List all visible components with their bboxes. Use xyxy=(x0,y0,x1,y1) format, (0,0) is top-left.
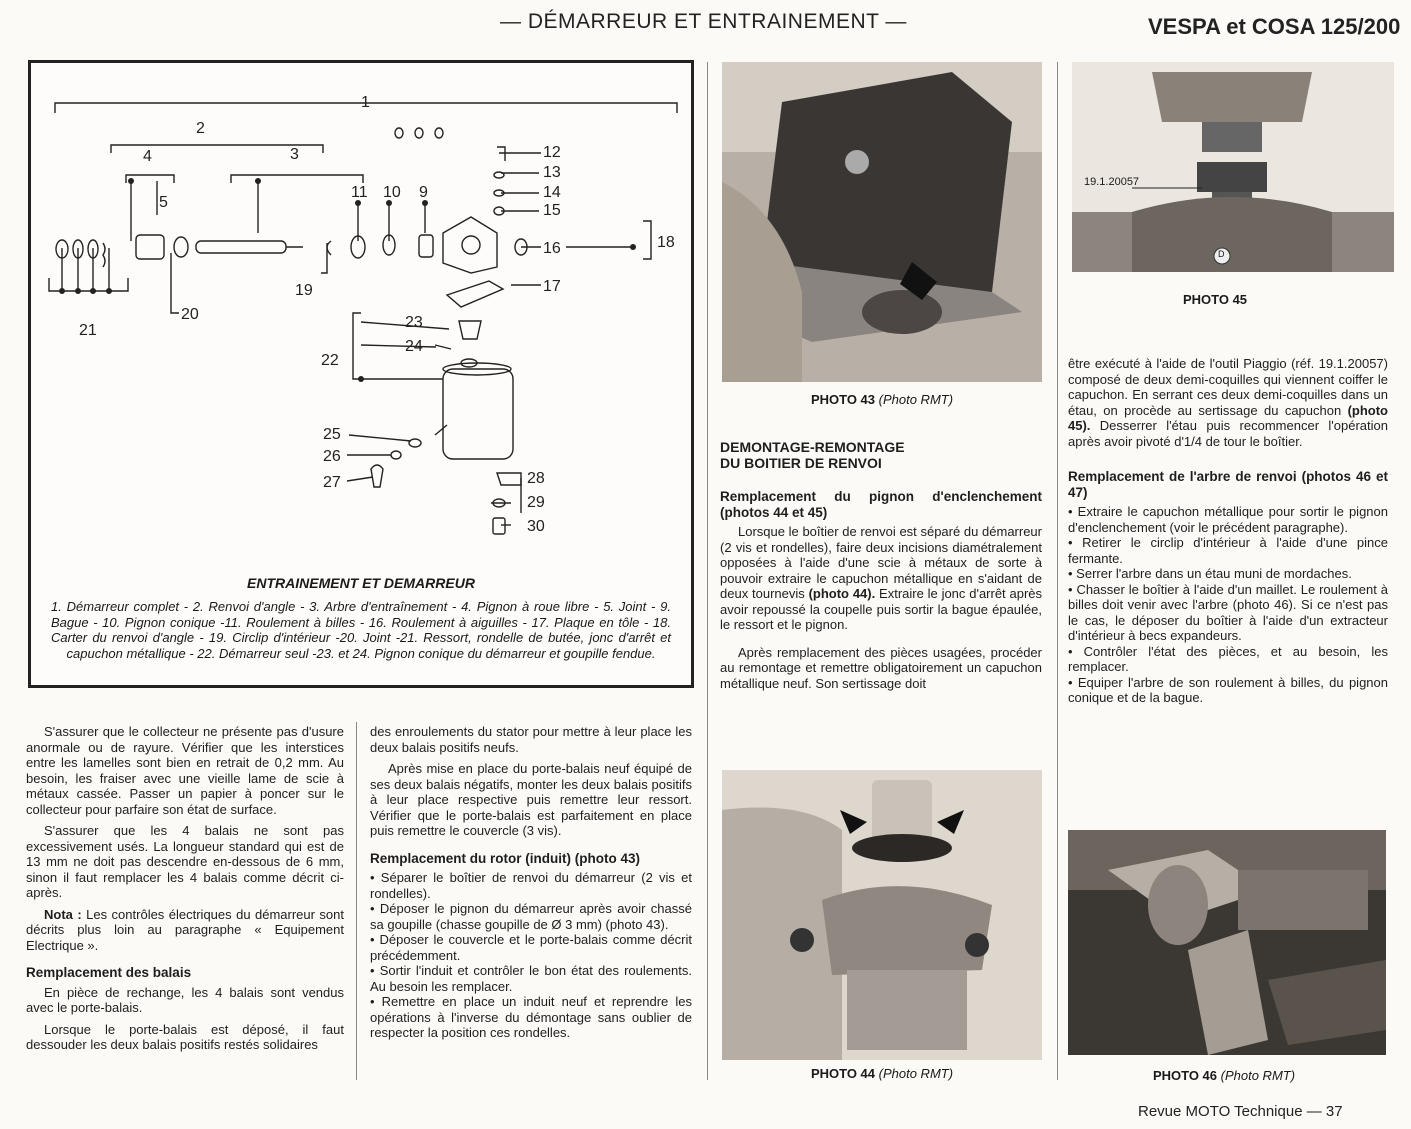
callout-20: 20 xyxy=(181,306,199,323)
list-item: • Sortir l'induit et contrôler le bon état des roulements. Au besoin les remplacer. xyxy=(370,963,692,994)
photo-label: PHOTO 44 xyxy=(810,1066,876,1081)
callout-24: 24 xyxy=(405,338,423,355)
list-item: • Chasser le boîtier à l'aide d'un maillet. Le roulement à billes doit venir avec l'arbre (photo 46). Si ce n'est pas le cas, le déposer du boîtier à l'aide d'un extracteur d'intérieur à becs expandeurs. xyxy=(1068,582,1388,644)
paragraph: Après mise en place du porte-balais neuf équipé de ses deux balais négatifs, monter les deux balais positifs à leur place respective puis remettre leur ressort. Vérifier que le porte-balais est parfaitement en place puis remettre le couvercle (3 vis). xyxy=(370,761,692,838)
callout-21: 21 xyxy=(79,322,97,339)
paragraph-text: être exécuté à l'aide de l'outil Piaggio (réf. 19.1.20057) composé de deux demi-coquilles qui viennent coiffer le capuchon. En serrant ces deux demi-coquilles dans un étau, on procède au sertissage du capuchon xyxy=(1068,356,1388,418)
list-item: • Serrer l'arbre dans un étau muni de mordaches. xyxy=(1068,566,1388,582)
tool-mark-label: D xyxy=(1218,249,1225,259)
column-divider xyxy=(1057,62,1058,1080)
tool-reference-label: 19.1.20057 xyxy=(1084,176,1140,188)
list-item: • Séparer le boîtier de renvoi du démarreur (2 vis et rondelles). xyxy=(370,870,692,901)
exploded-diagram xyxy=(31,63,691,573)
callout-12: 12 xyxy=(543,144,561,161)
photo-label: PHOTO 46 xyxy=(1152,1068,1218,1083)
photo-44-caption xyxy=(722,1066,1042,1081)
exploded-diagram-figure xyxy=(28,60,694,688)
main-heading: DEMONTAGE-REMONTAGE DU BOITIER DE RENVOI xyxy=(720,439,905,471)
list-item: • Déposer le pignon du démarreur après avoir chassé sa goupille (chasse goupille de Ø 3 mm) (photo 43). xyxy=(370,901,692,932)
callout-4: 4 xyxy=(143,148,152,165)
note-label: Nota : xyxy=(44,906,82,922)
paragraph-text: Desserrer l'étau puis recommencer l'opération après avoir pivoté d'1/4 de tour le boîtier. xyxy=(1068,418,1388,449)
paragraph: Lorsque le porte-balais est déposé, il faut dessouder les deux balais positifs restés solidaires xyxy=(26,1021,344,1052)
callout-28: 28 xyxy=(527,470,545,487)
photo-44-capuchon xyxy=(722,770,1042,1060)
photo-label: PHOTO 43 xyxy=(810,392,876,407)
photo-label: PHOTO 45 xyxy=(1182,292,1248,307)
section-heading: Remplacement du pignon d'enclenchement (photos 44 et 45) xyxy=(720,489,1042,520)
section-heading: Remplacement du rotor (induit) (photo 43) xyxy=(370,850,640,866)
paragraph: En pièce de rechange, les 4 balais sont vendus avec le porte-balais. xyxy=(26,984,344,1015)
callout-25: 25 xyxy=(323,426,341,443)
callout-13: 13 xyxy=(543,164,561,181)
paragraph-text: Lorsque le boîtier de renvoi est séparé du démarreur (2 vis et rondelles), faire deux incisions diamétralement opposées à l'aide d'une scie à métaux de sorte à pouvoir extraire le capuchon métallique en s'aidant de deux tournevis xyxy=(720,524,1042,601)
figure-caption-title: ENTRAINEMENT ET DEMARREUR xyxy=(247,575,475,591)
callout-10: 10 xyxy=(383,184,401,201)
callout-1: 1 xyxy=(361,94,370,111)
list-item: • Déposer le couvercle et le porte-balais comme décrit précédemment. xyxy=(370,932,692,963)
list-item: • Extraire le capuchon métallique pour sortir le pignon d'enclenchement (voir le précédent paragraphe). xyxy=(1068,504,1388,535)
column-divider xyxy=(707,62,708,1080)
callout-11: 11 xyxy=(351,184,368,201)
callout-22: 22 xyxy=(321,352,339,369)
paragraph xyxy=(720,524,1042,633)
photo-reference: (photo 44). xyxy=(808,586,876,601)
photo-credit: (Photo RMT) xyxy=(878,1066,954,1081)
photo-43-starter-motor xyxy=(722,62,1042,382)
callout-18: 18 xyxy=(657,234,675,251)
section-title: — DÉMARREUR ET ENTRAINEMENT — xyxy=(500,10,907,33)
step-list xyxy=(1068,504,1388,706)
text-column-3 xyxy=(720,440,1042,697)
column-divider xyxy=(356,722,357,1080)
photo-46-vise xyxy=(1068,830,1386,1055)
section-heading: Remplacement des balais xyxy=(26,965,192,980)
text-column-4 xyxy=(1068,356,1388,706)
paragraph: S'assurer que le collecteur ne présente pas d'usure anormale ou de rayure. Vérifier que les interstices entre les lamelles sont bien en retrait de 0,2 mm. Au besoin, les fraiser avec une vieille lame de scie à métaux cassée. Passer un papier à poncer sur le collecteur pour parfaire son état de surface. xyxy=(26,724,344,817)
step-list xyxy=(370,870,692,1041)
paragraph: Après remplacement des pièces usagées, procéder au remontage et remettre obligatoirement un capuchon métallique neuf. Son sertissage doit xyxy=(720,644,1042,691)
text-column-1 xyxy=(26,724,344,1059)
callout-26: 26 xyxy=(323,448,341,465)
text-column-2 xyxy=(370,724,692,1041)
callout-2: 2 xyxy=(196,120,205,137)
callout-16: 16 xyxy=(543,240,561,257)
paragraph: S'assurer que les 4 balais ne sont pas excessivement usés. La longueur standard qui est de 13 mm ne doit pas descendre en-dessous de 6 mm, sinon il faut remplacer les 4 balais comme décrit ci-après. xyxy=(26,823,344,900)
paragraph: des enroulements du stator pour mettre à leur place les deux balais positifs neufs. xyxy=(370,724,692,755)
photo-45-tool xyxy=(1072,62,1394,272)
callout-19: 19 xyxy=(295,282,313,299)
photo-credit: (Photo RMT) xyxy=(1220,1068,1296,1083)
figure-caption-body: 1. Démarreur complet - 2. Renvoi d'angle - 3. Arbre d'entraînement - 4. Pignon à roue libre - 5. Joint - 9. Bague - 10. Pignon conique -11. Roulement à billes - 16. Roulement à aiguilles - 17. Plaque en tôle - 18. Carter du renvoi d'angle - 19. Circlip d'intérieur -20. Joint -21. Ressort, rondelle de butée, jonc d'arrêt et capuchon métallique - 22. Démarreur seul -23. et 24. Pignon conique du démarreur et goupille fendue. xyxy=(51,599,671,661)
callout-14: 14 xyxy=(543,184,561,201)
photo-reference: (photo 45). xyxy=(1068,402,1388,433)
section-heading: Remplacement de l'arbre de renvoi (photos 46 et 47) xyxy=(1068,469,1388,500)
list-item: • Contrôler l'état des pièces, et au besoin, les remplacer. xyxy=(1068,644,1388,675)
paragraph-text: Extraire le jonc d'arrêt après avoir repoussé la coupelle puis sortir la bague épaulée, le ressort et le pignon. xyxy=(720,586,1042,632)
callout-9: 9 xyxy=(419,184,428,201)
callout-17: 17 xyxy=(543,278,561,295)
paragraph xyxy=(1068,356,1388,449)
paragraph xyxy=(26,907,344,954)
magazine-title: VESPA et COSA 125/200 xyxy=(1148,14,1401,39)
callout-30: 30 xyxy=(527,518,545,535)
list-item: • Retirer le circlip d'intérieur à l'aide d'une pince fermante. xyxy=(1068,535,1388,566)
page-footer: Revue MOTO Technique — 37 xyxy=(1138,1103,1343,1120)
callout-15: 15 xyxy=(543,202,561,219)
photo-46-caption xyxy=(1068,1068,1380,1083)
list-item: • Remettre en place un induit neuf et reprendre les opérations à l'inverse du démontage sans oublier de respecter la position ces rondelles. xyxy=(370,994,692,1041)
note-text: Les contrôles électriques du démarreur sont décrits plus loin au paragraphe « Equipement Electrique ». xyxy=(26,906,344,953)
callout-23: 23 xyxy=(405,314,423,331)
callout-5: 5 xyxy=(159,194,168,211)
photo-43-caption xyxy=(722,392,1042,407)
photo-credit: (Photo RMT) xyxy=(878,392,954,407)
callout-3: 3 xyxy=(290,146,299,163)
photo-45-caption xyxy=(1072,292,1358,307)
callout-27: 27 xyxy=(323,474,341,491)
callout-29: 29 xyxy=(527,494,545,511)
list-item: • Equiper l'arbre de son roulement à billes, du pignon conique et de la bague. xyxy=(1068,675,1388,706)
